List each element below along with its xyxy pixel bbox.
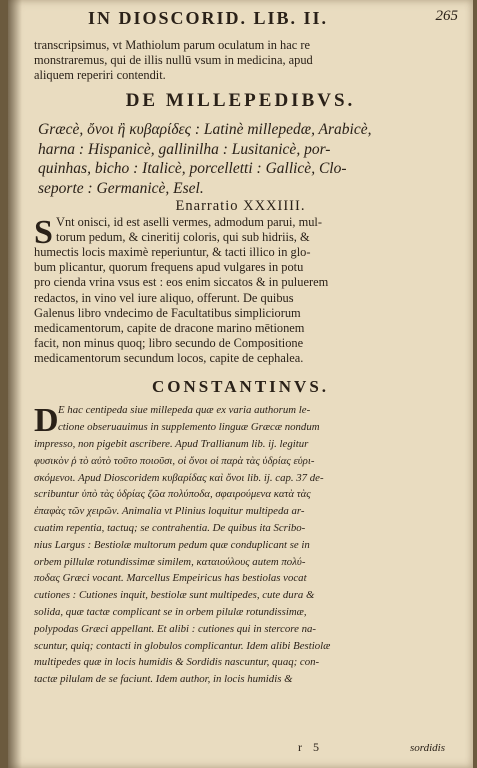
constantinus-line: impresso, non pigebit ascribere. Apud Trallianum lib. ij. legitur [34,438,309,450]
constantinus-line: orbem pillulæ rotundissimæ similem, καταιούλους autem πολύ- [34,555,306,568]
constantinus-line: φυσικὸν ῥ τὸ αὐτὸ τοῦτο ποιοῦσι, οἱ ὄνοι οἱ παρὰ τὰς ὑδρίας εὑρι- [34,454,315,467]
enarratio-line: redactos, in vino vel iure aliquo, offerunt. De quibus [34,290,294,305]
names-line: harna : Hispanicè, gallinilha : Lusitanicè, por- [38,140,331,158]
enarratio-line: torum pedum, & cineritij coloris, qui sub hidriis, & [56,230,310,245]
constantinus-line: scuntur, quiq; contacti in globulos complicantur. Idem alibi Bestiolæ [34,639,331,652]
enarratio-line: Vnt onisci, id est aselli vermes, admodum parui, mul- [56,215,323,229]
page-number: 265 [435,8,458,24]
constantinus-line: σκόμενοι. Apud Dioscoridem κυβαρίδας καὶ ὄνοι lib. ij. cap. 37 de- [34,471,324,484]
enarratio-paragraph [34,245,434,367]
enarratio-line: humectis locis maximè reperiuntur, & tacti illico in glo- [34,245,311,259]
enarratio-line: medicamentorum secundum locos, capite de cephalea. [34,351,304,366]
catchword: sordidis [409,742,445,754]
intro-paragraph [34,38,434,84]
constantinus-line: ποδας Græci vocant. Marcellus Empeiricus has bestiolas vocat [34,572,307,585]
intro-line: aliquem reperiri contendit. [34,68,166,83]
enarratio-line: facit, non minus quoq; libro secundo de Compositione [34,336,304,351]
constantinus-line: E hac centipeda siue millepeda quæ ex varia authorum le- [58,404,311,416]
intro-line: monstraremus, qui de illis nullū vsum in medicina, apud [34,53,313,68]
intro-line: transcripsimus, vt Mathiolum parum oculatum in hac re [34,38,310,52]
constantinus-first-lines [58,402,444,436]
constantinus-line: multipedes quæ in locis humidis & Sordidis nascuntur, quaq; con- [34,656,320,669]
constantinus-line: ἐπαφὰς τῶν χειρῶν. Animalia vt Plinius loquitur multipeda ar- [34,505,305,518]
names-line: Græcè, ὄνοι ἢ κυβαρίδες : Latinè millepedæ, Arabicè, [38,121,372,138]
enarratio-first-lines [56,215,434,245]
names-block [38,120,438,198]
constantinus-line: cuatim repentia, tactuq; se contrahentia. De quibus ita Scribo- [34,521,306,534]
constantinus-line: cutiones : Cutiones inquit, bestiolæ sunt multipedes, cute dura & [34,589,315,602]
signature-number: 5 [313,740,319,754]
constantinus-line: scribuntur ὑπὸ τὰς ὑδρίας ζῶα πολύποδα, σφαιρούμενα κατὰ τὰς [34,488,311,501]
book-page [8,0,473,768]
names-line: seporte : Germanicè, Esel. [38,179,204,197]
enarratio-line: bum plicantur, quorum frequens apud vulgares in potu [34,260,304,275]
constantinus-line: nius Largus : Bestiolæ multorum pedum quæ conduplicant se in [34,538,310,551]
constantinus-paragraph [34,436,444,688]
enarratio-line: pro cienda vrina vsus est : eos enim siccatos & in puluerem [34,275,329,290]
names-line: quinhas, bicho : Italicè, porcelletti : Gallicè, Clo- [38,160,347,177]
enarratio-line: Galenus libro vndecimo de Facultatibus simpliciorum [34,305,301,320]
constantinus-line: tactæ pilulam de se faciunt. Idem author, in locis humidis & [34,673,293,686]
section-heading: DE MILLEPEDIBVS. [125,90,356,111]
constantinus-line: ctione obseruauimus in supplemento linguæ Græcæ nondum [58,420,320,433]
constantinus-line: solida, quæ tactæ complicant se in orbem pilulæ rotundissimæ, [34,605,307,618]
constantinus-dropcap: D [34,402,59,439]
enarratio-dropcap: S [34,214,53,251]
constantinus-line: polypodas Græci appellant. Et alibi : cutiones qui in stercore na- [34,622,316,635]
running-head [68,8,458,28]
enarratio-heading: Enarratio XXXIIII. [175,198,306,214]
enarratio-line: medicamentorum, capite de dracone marino mētionem [34,321,305,336]
running-title: IN DIOSCORID. LIB. II. [88,8,329,28]
signature-mark [298,740,327,755]
constantinus-heading: CONSTANTINVS. [151,377,330,396]
signature-letter: r [298,740,302,754]
